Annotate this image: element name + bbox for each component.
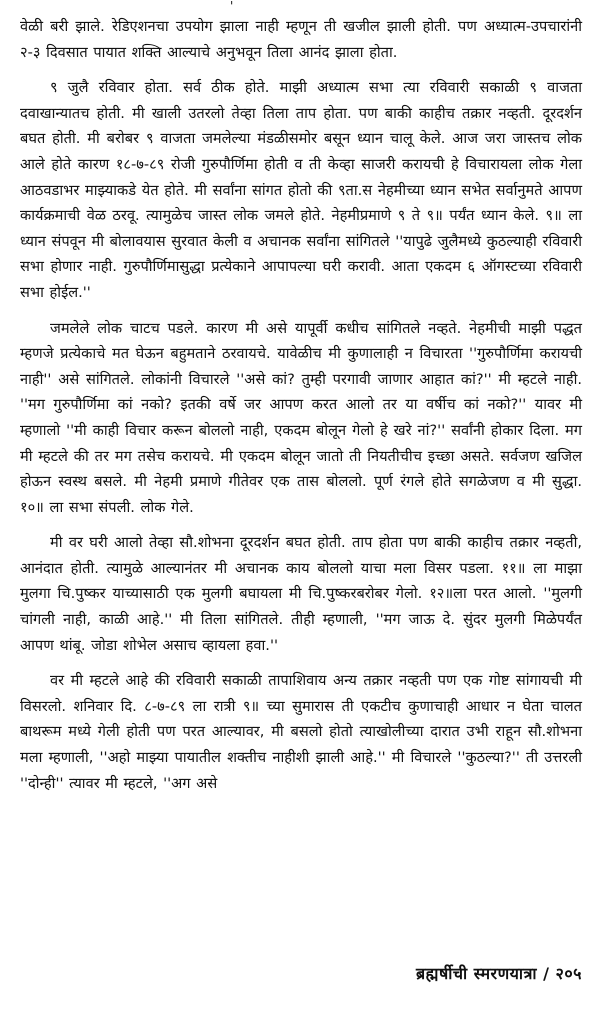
paragraph-1: वेळी बरी झाले. रेडिएशनचा उपयोग झाला नाही म्हणून ती खजील झाली होती. पण अध्यात्म-उपचारांनी २-३ दिवसात पायात शक्ति आल्याचे अनुभवून तिला आनंद झाला होता. (20, 18, 582, 61)
paragraph-4: मी वर घरी आलो तेव्हा सौ.शोभना दूरदर्शन बघत होती. ताप होता पण बाकी काहीच तक्रार नव्हती, आनंदात होती. त्यामुळे आल्यानंतर मी अचानक काय बोललो याचा मला विसर पडला. ११॥ ला माझा मुलगा चि.पुष्कर याच्यासाठी एक मुलगी बघायला मी चि.पुष्करबरोबर गेलो. १२॥ला परत आलो. ''मुलगी चांगली नाही, काळी आहे.'' मी तिला सांगितले. तीही म्हणाली, ''मग जाऊ दे. सुंदर मुलगी मिळेपर्यंत आपण थांबू. जोडा शोभेल असाच व्हायला हवा.'' (20, 534, 582, 654)
paragraph-3: जमलेले लोक चाटच पडले. कारण मी असे यापूर्वी कधीच सांगितले नव्हते. नेहमीची माझी पद्धत म्हणजे प्रत्येकाचे मत घेऊन बहुमताने ठरवायचे. यावेळीच मी कुणालाही न विचारता ''गुरुपौर्णिमा करायची नाही'' असे सांगितले. लोकांनी विचारले ''असे कां? तुम्ही परगावी जाणार आहात कां?'' मी म्हटले नाही. ''मग गुरुपौर्णिमा कां नको? इतकी वर्षे जर आपण करत आलो तर या वर्षीच कां नको?'' यावर मी म्हणालो ''मी काही विचार करून बोललो नाही, एकदम बोलून गेलो हे खरे नां?'' सर्वांनी होकार दिला. मग मी म्हटले की तर मग तसेच करायचे. मी एकदम बोलून जातो ती नियतीचीच इच्छा असते. सर्वजण खजिल होऊन स्वस्थ बसले. मी नेहमी प्रमाणे गीतेवर एक तास बोललो. पूर्ण रंगले होते सगळेजण व मी सुद्धा. १०॥ ला सभा संपली. लोक गेले. (20, 319, 582, 516)
paragraph-5: वर मी म्हटले आहे की रविवारी सकाळी तापाशिवाय अन्य तक्रार नव्हती पण एक गोष्ट सांगायची मी विसरलो. शनिवार दि. ८-७-८९ ला रात्री ९॥ च्या सुमारास ती एकटीच कुणाचाही आधार न घेता चालत बाथरूम मध्ये गेली होती पण परत आल्यावर, मी बसलो होतो त्याखोलीच्या दारात उभी राहून सौ.शोभना मला म्हणाली, ''अहो माझ्या पायातील शक्तीच नाहीशी झाली आहे.'' मी विचारले ''कुठल्या?'' ती उत्तरली ''दोन्ही'' त्यावर मी म्हटले, ''अग असे (20, 672, 582, 792)
top-mark: ' (230, 0, 234, 13)
page-body (20, 14, 582, 806)
page-footer: ब्रह्मर्षीची स्मरणयात्रा / २०५ (416, 964, 582, 983)
paragraph-2: ९ जुलै रविवार होता. सर्व ठीक होते. माझी अध्यात्म सभा त्या रविवारी सकाळी ९ वाजता दवाखान्यातच होती. मी खाली उतरलो तेव्हा तिला ताप होता. पण बाकी काहीच तक्रार नव्हती. दूरदर्शन बघत होती. मी बरोबर ९ वाजता जमलेल्या मंडळीसमोर बसून ध्यान चालू केले. आज जरा जास्तच लोक आले होते कारण १८-७-८९ रोजी गुरुपौर्णिमा होती व ती केव्हा साजरी करायची हे विचारायला लोक गेला आठवडाभर माझ्याकडे येत होते. मी सर्वांना सांगत होतो की ९ता.स नेहमीच्या ध्यान सभेत सर्वानुमते आपण कार्यक्रमाची वेळ ठरवू. त्यामुळेच जास्त लोक जमले होते. नेहमीप्रमाणे ९ ते ९॥ पर्यंत ध्यान केले. ९॥ ला ध्यान संपवून मी बोलावयास सुरवात केली व अचानक सर्वांना सांगितले ''यापुढे जुलैमध्ये कुठल्याही रविवारी सभा होणार नाही. गुरुपौर्णिमासुद्धा प्रत्येकाने आपापल्या घरी करावी. आता एकदम ६ ऑगस्टच्या रविवारी सभा होईल.'' (20, 79, 582, 301)
